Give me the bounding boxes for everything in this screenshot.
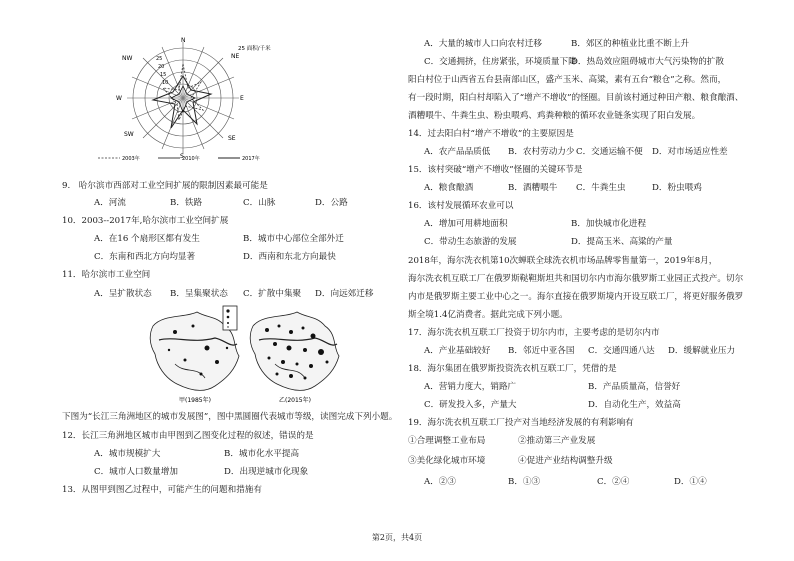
rose-dir-s: S <box>180 153 184 160</box>
rose-ring-label: 15 <box>160 72 167 78</box>
passage-haier-line3: 内市是俄罗斯主要工业中心之一。海尔直接在俄罗斯境内开设互联工厂，将更好服务俄罗 <box>408 292 744 302</box>
q17-option-d[interactable]: D．缓解就业压力 <box>668 346 736 356</box>
q9-option-d[interactable]: D．公路 <box>315 198 348 208</box>
question-16: 16．该村发展循环农业可以 <box>408 201 514 211</box>
q18-option-c[interactable]: C．研发投入多，产量大 <box>424 400 517 410</box>
q17-option-a[interactable]: A．产业基础较好 <box>424 346 491 356</box>
q9-option-c[interactable]: C．山脉 <box>243 198 276 208</box>
map-intro-text: 下图为“长江三角洲地区的城市发展图”，图中黑圆圈代表城市等级，读图完成下列小题。 <box>62 412 398 422</box>
q13-option-d[interactable]: D．热岛效应阻碍城市大气污染物的扩散 <box>571 57 724 67</box>
q11-option-a[interactable]: A．呈扩散状态 <box>94 289 152 299</box>
q12-option-d[interactable]: D．出现逆城市化现象 <box>224 467 309 477</box>
question-14: 14．过去阳白村“增产不增收”的主要原因是 <box>408 129 574 139</box>
passage-haier-line1: 2018年，海尔洗衣机第10次蝉联全球洗衣机市场品牌零售量第一，2019年8月， <box>408 256 718 266</box>
q15-option-a[interactable]: A．粮食酿酒 <box>424 183 474 193</box>
rose-ring-label: 20 <box>158 64 165 70</box>
q14-option-d[interactable]: D．对市场适应性差 <box>652 147 728 157</box>
rose-dir-w: W <box>116 95 122 102</box>
q16-option-a[interactable]: A．增加可用耕地面积 <box>424 219 508 229</box>
question-12: 12．长江三角洲地区城市由甲图到乙图变化过程的叙述，错误的是 <box>62 431 314 441</box>
q14-option-c[interactable]: C．交通运输不便 <box>576 147 643 157</box>
q19-item-1: ①合理调整工业布局 <box>408 436 486 446</box>
rose-dir-se: SE <box>228 135 236 142</box>
passage-haier-line2: 海尔洗衣机互联工厂在俄罗斯鞑靼斯坦共和国切尔内市海尔俄罗斯工业园正式投产。切尔 <box>408 274 744 284</box>
q13-option-b[interactable]: B．郊区的种植业比重不断上升 <box>571 39 690 49</box>
q11-option-b[interactable]: B．呈集聚状态 <box>170 289 228 299</box>
passage-yangbai-line1: 阳白村位于山西省五台县南部山区，盛产玉米、高粱，素有五台“粮仓”之称。然而， <box>408 75 727 85</box>
question-11: 11．哈尔滨市工业空间 <box>62 270 151 280</box>
question-18: 18．海尔集团在俄罗斯投资洗衣机互联工厂，凭借的是 <box>408 364 617 374</box>
q10-option-d[interactable]: D．西南和东北方向最快 <box>243 252 336 262</box>
rose-dir-nw: NW <box>122 55 133 62</box>
q18-option-b[interactable]: B．产品质量高，信誉好 <box>588 382 681 392</box>
q14-option-b[interactable]: B．农村劳动力少 <box>508 147 575 157</box>
q17-option-b[interactable]: B．邻近中亚各国 <box>508 346 575 356</box>
q15-option-d[interactable]: D．粉虫喂鸡 <box>652 183 702 193</box>
question-17: 17．海尔洗衣机互联工厂投资于切尔内市，主要考虑的是切尔内市 <box>408 328 660 338</box>
q12-option-b[interactable]: B．城市化水平提高 <box>224 449 300 459</box>
page-number: 第2页，共4页 <box>371 533 423 542</box>
q16-option-d[interactable]: D．提高玉米、高粱的产量 <box>571 237 673 247</box>
rose-dir-e: E <box>240 95 244 102</box>
rose-legend-2010: 2010年 <box>182 156 200 162</box>
q12-option-a[interactable]: A．城市规模扩大 <box>94 449 161 459</box>
q19-option-d[interactable]: D．①④ <box>674 477 707 487</box>
q13-option-a[interactable]: A．大量的城市人口向农村迁移 <box>424 39 542 49</box>
q19-item-3: ③美化绿化城市环境 <box>408 456 486 466</box>
question-19: 19．海尔洗衣机互联工厂投产对当地经济发展的有利影响有 <box>408 418 634 428</box>
q19-option-b[interactable]: B．①③ <box>508 477 541 487</box>
q19-option-c[interactable]: C．②④ <box>597 477 630 487</box>
q15-option-b[interactable]: B．酒糟喂牛 <box>508 183 558 193</box>
q16-option-b[interactable]: B．加快城市化进程 <box>571 219 647 229</box>
rose-ring-label: 25 <box>156 56 163 62</box>
q15-option-c[interactable]: C．牛粪生虫 <box>576 183 626 193</box>
rose-ring-label: 10 <box>162 80 169 86</box>
question-15: 15．该村突破“增产不增收”怪圈的关键环节是 <box>408 165 583 175</box>
passage-yangbai-line2: 有一段时期，阳白村却陷入了“增产不增收”的怪圈。目前该村通过种田产粮、粮食酿酒、 <box>408 93 744 103</box>
q14-option-a[interactable]: A．农产品品质低 <box>424 147 491 157</box>
q18-option-a[interactable]: A．营销力度大，销路广 <box>424 382 517 392</box>
q19-item-4: ④促进产业结构调整升级 <box>518 456 613 466</box>
q19-option-a[interactable]: A．②③ <box>424 477 456 487</box>
q9-option-a[interactable]: A．河流 <box>94 198 126 208</box>
question-13: 13．从图甲到图乙过程中，可能产生的问题和措施有 <box>62 485 262 495</box>
q10-option-a[interactable]: A．在16 个扇形区都有发生 <box>94 234 200 244</box>
q11-option-d[interactable]: D．向远郊迁移 <box>315 289 374 299</box>
yangtze-delta-maps <box>145 304 355 406</box>
q12-option-c[interactable]: C．城市人口数量增加 <box>94 467 178 477</box>
map-label-1985: 甲(1985年) <box>179 397 211 404</box>
rose-legend-2017: 2017年 <box>242 156 260 162</box>
wind-rose-figure <box>88 36 288 164</box>
q13-option-c[interactable]: C．交通拥挤，住房紧张，环境质量下降 <box>424 57 577 67</box>
q16-option-c[interactable]: C．带动生态旅游的发展 <box>424 237 517 247</box>
q18-option-d[interactable]: D．自动化生产，效益高 <box>588 400 681 410</box>
question-9: 9. 哈尔滨市西部对工业空间扩展的限制因素最可能是 <box>62 181 268 191</box>
q10-option-c[interactable]: C．东南和西北方向均显著 <box>94 252 196 262</box>
map-label-2015: 乙(2015年) <box>279 397 311 404</box>
rose-dir-ne: NE <box>231 53 240 60</box>
passage-yangbai-line3: 酒糟喂牛、牛粪生虫、粉虫喂鸡、鸡粪种粮的循环农业链条实现了阳白发展。 <box>408 111 701 121</box>
q10-option-b[interactable]: B．城市中心部位全部外迁 <box>243 234 344 244</box>
rose-unit-label: 25 面积/千米 <box>238 46 271 52</box>
question-10: 10．2003--2017年,哈尔滨市工业空间扩展 <box>62 216 229 226</box>
rose-legend-2003: 2003年 <box>122 156 140 162</box>
q19-item-2: ②推动第三产业发展 <box>518 436 596 446</box>
q9-option-b[interactable]: B．铁路 <box>170 198 203 208</box>
q17-option-c[interactable]: C．交通四通八达 <box>588 346 655 356</box>
q11-option-c[interactable]: C．扩散中集聚 <box>243 289 302 299</box>
rose-dir-sw: SW <box>124 131 134 138</box>
rose-dir-n: N <box>181 37 186 44</box>
passage-haier-line4: 斯全境1.4亿消费者。据此完成下列小题。 <box>408 310 568 320</box>
